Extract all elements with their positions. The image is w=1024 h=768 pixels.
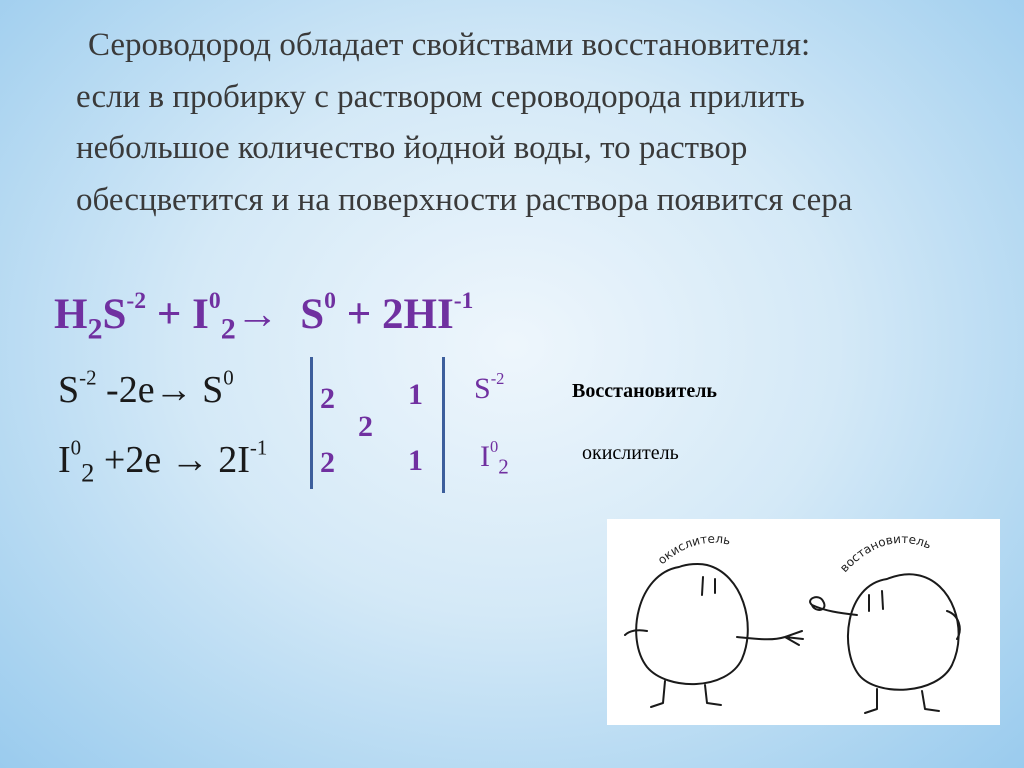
electrons-2: 2 [320,446,335,479]
half-reaction-sulfur [58,365,234,412]
hr2-b-sup: -1 [249,435,268,460]
species-oxidizer-sub: 2 [498,454,509,479]
reducer-label: Восстановитель [572,380,718,402]
hr1-a-sup: -2 [79,365,97,390]
lcm-value: 2 [358,410,373,443]
species-oxidizer [480,436,509,479]
eq-s-sup: -2 [126,287,147,314]
eq-s2: S [300,291,325,338]
coefficient-1: 1 [408,378,423,411]
hr1-b-sup: 0 [223,365,234,390]
species-oxidizer-base: I [480,440,490,473]
eq-s: S [102,291,127,338]
hr1-mid: -2e→ S [96,369,224,411]
hr2-a-sub: 2 [81,457,95,488]
species-reducer [474,368,505,406]
hr1-a: S [58,369,80,411]
eq-hi-sup: -1 [453,287,474,314]
redox-cartoon [607,519,1000,725]
hr2-a-sup: 0 [70,435,82,460]
eq-h-sub: 2 [87,311,103,346]
balance-divider-right [442,357,445,493]
eq-plus-i: + I [146,291,209,338]
eq-s2-sup: 0 [324,287,336,314]
eq-h: H [54,291,88,338]
eq-arrow: → [235,291,279,338]
main-equation [54,287,474,346]
cartoon-right-label: востановитель [837,531,934,575]
species-reducer-base: S [474,372,491,405]
eq-i-sub: 2 [220,311,236,346]
eq-plus-hi: + 2HI [336,291,454,338]
species-oxidizer-sup: 0 [490,436,499,456]
species-reducer-sup: -2 [490,368,505,388]
hr2-mid: +2e → 2I [94,439,250,481]
intro-paragraph: Сероводород обладает свойствами восстановителя: если в пробирку с раствором сероводорода прилить небольшое количество йодной воды, то раствор обесцветится и на поверхности раствора появится сера [76,27,853,218]
eq-i-sup: 0 [208,287,221,314]
balance-divider-left [310,357,313,489]
electrons-1: 2 [320,382,335,415]
half-reaction-iodine [58,435,268,488]
hr2-a: I [58,439,71,481]
cartoon-drawing [607,519,1000,725]
cartoon-left-label: окислитель [655,531,732,568]
coefficient-2: 1 [408,444,423,477]
oxidizer-label: окислитель [582,442,679,464]
